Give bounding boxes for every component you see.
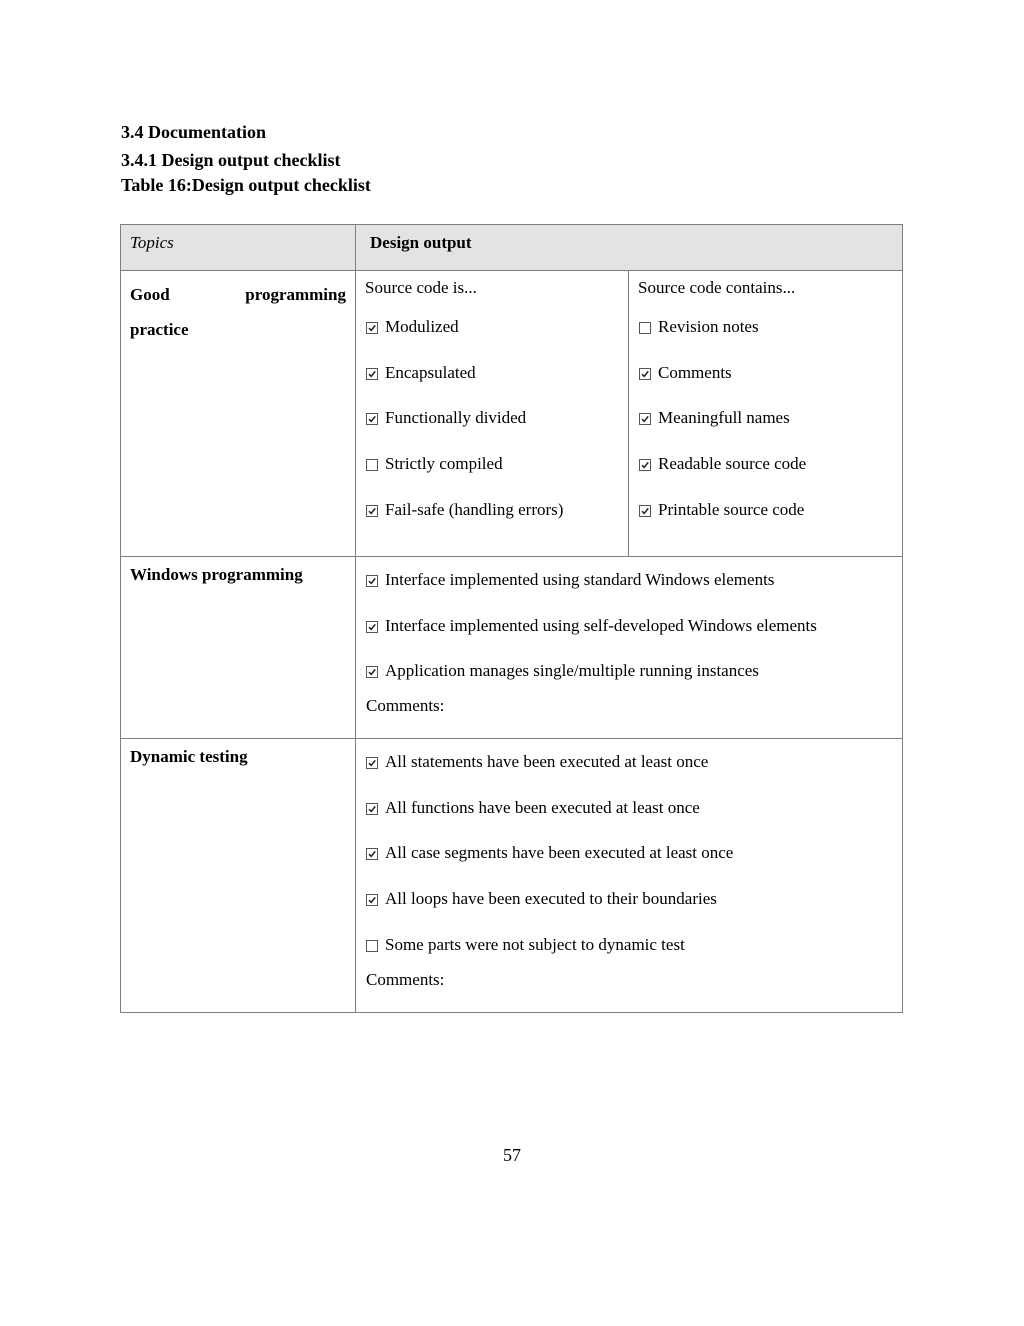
checklist-item bbox=[639, 304, 902, 350]
source-code-contains-heading: Source code contains... bbox=[638, 278, 796, 297]
design-output-checklist-table bbox=[120, 224, 903, 1013]
topic-dynamic-testing: Dynamic testing bbox=[130, 747, 248, 766]
checklist-item bbox=[366, 876, 902, 922]
checklist-item bbox=[639, 487, 902, 533]
checklist-item-label: Readable source code bbox=[658, 454, 807, 474]
checked-checkbox-icon[interactable] bbox=[366, 894, 378, 906]
checklist-item bbox=[366, 304, 628, 350]
checked-checkbox-icon[interactable] bbox=[366, 575, 378, 587]
checklist-item-label: Revision notes bbox=[658, 316, 759, 336]
checklist-item bbox=[639, 350, 902, 396]
topic-cell-dynamic-testing bbox=[121, 739, 356, 1013]
header-topics-cell bbox=[121, 225, 356, 271]
checked-checkbox-icon[interactable] bbox=[366, 505, 378, 517]
table-header-row bbox=[121, 225, 903, 271]
topic-word: programming bbox=[245, 285, 346, 304]
checked-checkbox-icon[interactable] bbox=[639, 505, 651, 517]
checklist-item-label: Functionally divided bbox=[385, 408, 527, 428]
checked-checkbox-icon[interactable] bbox=[639, 413, 651, 425]
checklist-item-label: Encapsulated bbox=[385, 362, 476, 382]
header-topics: Topics bbox=[130, 233, 174, 252]
checklist bbox=[356, 299, 628, 533]
page-number: 57 bbox=[503, 1145, 521, 1165]
checklist-item bbox=[639, 441, 902, 487]
checked-checkbox-icon[interactable] bbox=[366, 368, 378, 380]
checklist-item bbox=[366, 350, 628, 396]
checklist-item bbox=[366, 922, 902, 968]
topic-word: Good bbox=[130, 285, 170, 304]
section-heading: 3.4 Documentation bbox=[121, 122, 266, 142]
checked-checkbox-icon[interactable] bbox=[366, 848, 378, 860]
unchecked-checkbox-icon[interactable] bbox=[366, 940, 378, 952]
checked-checkbox-icon[interactable] bbox=[366, 803, 378, 815]
checklist-item-label: Comments bbox=[658, 362, 732, 382]
comments-label: Comments: bbox=[366, 969, 445, 989]
unchecked-checkbox-icon[interactable] bbox=[366, 459, 378, 471]
topic-windows-programming: Windows programming bbox=[130, 565, 303, 584]
topic-cell-windows-programming bbox=[121, 557, 356, 739]
windows-programming-items-cell bbox=[356, 557, 903, 739]
checked-checkbox-icon[interactable] bbox=[366, 757, 378, 769]
checklist-item bbox=[366, 739, 902, 785]
source-code-contains-cell bbox=[629, 271, 903, 557]
checklist-item-label: Printable source code bbox=[658, 500, 805, 520]
checklist-item bbox=[366, 785, 902, 831]
table-row bbox=[121, 739, 903, 1013]
unchecked-checkbox-icon[interactable] bbox=[639, 322, 651, 334]
checklist-item bbox=[366, 603, 902, 649]
checked-checkbox-icon[interactable] bbox=[366, 621, 378, 633]
checklist-item-label: Interface implemented using self-developed Windows elements bbox=[385, 615, 817, 635]
checked-checkbox-icon[interactable] bbox=[366, 413, 378, 425]
source-code-is-cell bbox=[356, 271, 629, 557]
checklist-item bbox=[639, 396, 902, 442]
checked-checkbox-icon[interactable] bbox=[366, 666, 378, 678]
topic-good-programming bbox=[121, 271, 355, 347]
checklist bbox=[356, 557, 902, 694]
checklist-item bbox=[366, 396, 628, 442]
checklist-item-label: Some parts were not subject to dynamic test bbox=[385, 935, 685, 955]
checklist-item bbox=[366, 441, 628, 487]
header-design-output: Design output bbox=[370, 233, 472, 252]
checked-checkbox-icon[interactable] bbox=[639, 368, 651, 380]
table-caption: Table 16:Design output checklist bbox=[121, 175, 371, 195]
checklist-item-label: Strictly compiled bbox=[385, 454, 503, 474]
checked-checkbox-icon[interactable] bbox=[639, 459, 651, 471]
checklist-item-label: All statements have been executed at least once bbox=[385, 751, 709, 771]
dynamic-testing-items-cell bbox=[356, 739, 903, 1013]
checklist-item-label: Modulized bbox=[385, 316, 459, 336]
checklist-item-label: All case segments have been executed at least once bbox=[385, 843, 734, 863]
comments-label: Comments: bbox=[366, 696, 445, 716]
table-row bbox=[121, 271, 903, 557]
source-code-is-heading: Source code is... bbox=[365, 278, 477, 297]
header-design-output-cell bbox=[356, 225, 903, 271]
checklist bbox=[629, 299, 902, 533]
checklist-item-label: Fail-safe (handling errors) bbox=[385, 500, 564, 520]
checklist-item-label: All functions have been executed at least once bbox=[385, 797, 700, 817]
checklist-item bbox=[366, 557, 902, 603]
checklist-item bbox=[366, 649, 902, 695]
topic-word: practice bbox=[130, 320, 189, 339]
topic-cell-good-programming bbox=[121, 271, 356, 557]
checklist-item-label: Application manages single/multiple running instances bbox=[385, 661, 759, 681]
checked-checkbox-icon[interactable] bbox=[366, 322, 378, 334]
checklist bbox=[356, 739, 902, 968]
checklist-item bbox=[366, 831, 902, 877]
checklist-item-label: All loops have been executed to their boundaries bbox=[385, 889, 717, 909]
subsection-heading: 3.4.1 Design output checklist bbox=[121, 150, 341, 170]
table-row bbox=[121, 557, 903, 739]
checklist-item bbox=[366, 487, 628, 533]
checklist-item-label: Meaningfull names bbox=[658, 408, 790, 428]
checklist-item-label: Interface implemented using standard Windows elements bbox=[385, 569, 775, 589]
